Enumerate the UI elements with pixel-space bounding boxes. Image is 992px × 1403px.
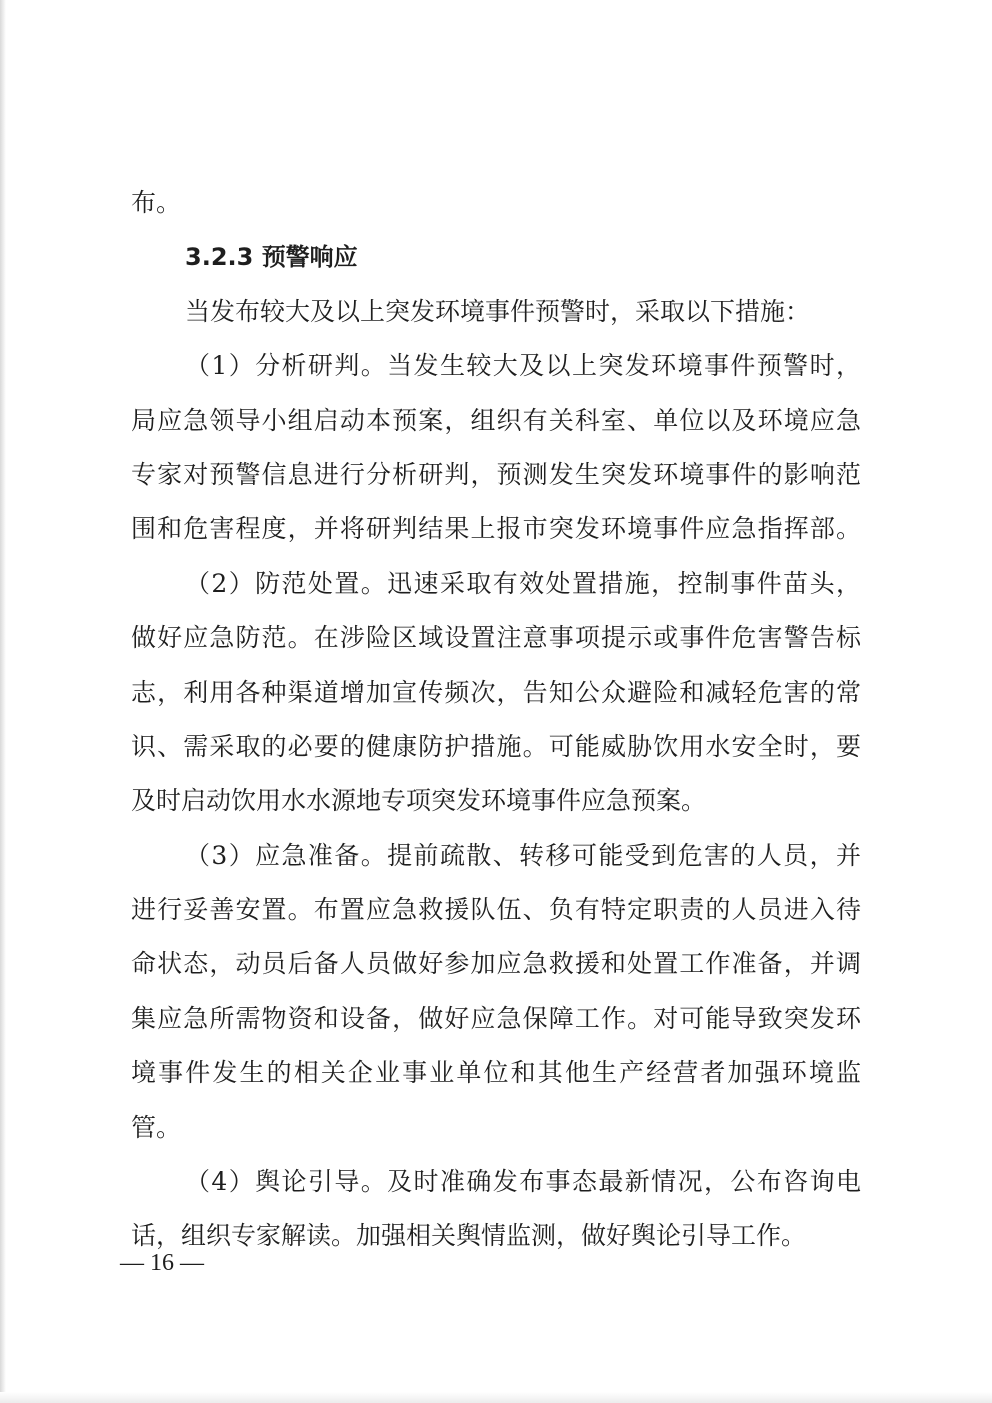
text-line: 境事件发生的相关企业事业单位和其他生产经营者加强环境监 — [131, 1058, 861, 1088]
text-line: 进行妥善安置。布置应急救援队伍、负有特定职责的人员进入待 — [131, 895, 861, 925]
text-line: 识、需采取的必要的健康防护措施。可能威胁饮用水安全时，要 — [131, 731, 861, 761]
text-line: 局应急领导小组启动本预案，组织有关科室、单位以及环境应急 — [131, 405, 861, 435]
document-body — [131, 176, 861, 1264]
text-line: 话，组织专家解读。加强相关舆情监测，做好舆论引导工作。 — [131, 1221, 807, 1251]
text-line: 志，利用各种渠道增加宣传频次，告知公众避险和减轻危害的常 — [131, 677, 861, 707]
page-number: — 16 — — [120, 1250, 204, 1276]
text-line: 做好应急防范。在涉险区域设置注意事项提示或事件危害警告标 — [131, 623, 861, 653]
text-line: （2）防范处置。迅速采取有效处置措施，控制事件苗头， — [185, 568, 861, 598]
section-heading: 3.2.3 预警响应 — [185, 243, 358, 272]
text-line: 集应急所需物资和设备，做好应急保障工作。对可能导致突发环 — [131, 1003, 861, 1033]
text-line: 围和危害程度，并将研判结果上报市突发环境事件应急指挥部。 — [131, 514, 861, 544]
text-line: 及时启动饮用水水源地专项突发环境事件应急预案。 — [131, 786, 707, 816]
text-line: （1）分析研判。当发生较大及以上突发环境事件预警时， — [185, 351, 861, 381]
text-line: 命状态，动员后备人员做好参加应急救援和处置工作准备，并调 — [131, 949, 861, 979]
text-line: 专家对预警信息进行分析研判，预测发生突发环境事件的影响范 — [131, 459, 861, 489]
text-line: （4）舆论引导。及时准确发布事态最新情况，公布咨询电 — [185, 1167, 861, 1197]
scan-shadow-bottom — [0, 1392, 992, 1403]
scan-shadow-left — [0, 0, 6, 1403]
text-line: 管。 — [131, 1112, 182, 1142]
text-line: 当发布较大及以上突发环境事件预警时，采取以下措施： — [185, 296, 811, 326]
text-line: （3）应急准备。提前疏散、转移可能受到危害的人员，并 — [185, 840, 861, 870]
text-line: 布。 — [131, 188, 182, 217]
